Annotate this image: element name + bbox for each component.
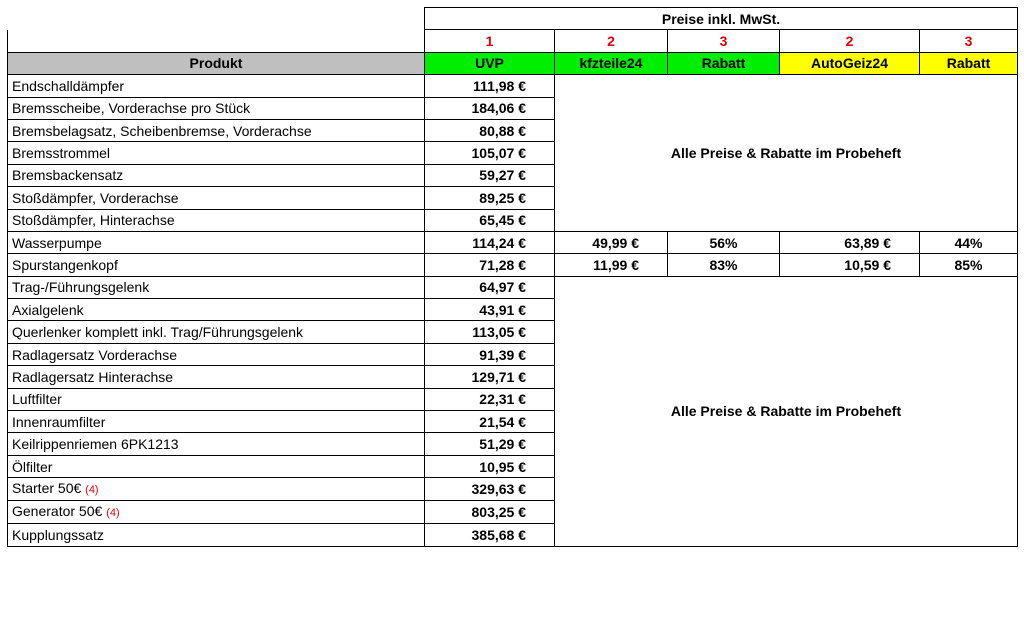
- uvp-price: 113,05 €: [425, 321, 555, 343]
- uvp-price: 10,95 €: [425, 455, 555, 477]
- uvp-price: 105,07 €: [425, 142, 555, 164]
- product-name: Bremsstrommel: [8, 142, 425, 164]
- ref-number-rabatt1: 3: [668, 30, 780, 52]
- product-name: Axialgelenk: [8, 299, 425, 321]
- ref-number-kfzteile: 2: [555, 30, 668, 52]
- merged-note-bottom: Alle Preise & Rabatte im Probeheft: [555, 276, 1018, 546]
- product-name: Innenraumfilter: [8, 411, 425, 433]
- col-header-rabatt-2: Rabatt: [920, 52, 1018, 74]
- uvp-price: 21,54 €: [425, 411, 555, 433]
- ref-number-uvp: 1: [425, 30, 555, 52]
- product-name: Bremsbelagsatz, Scheibenbremse, Vorderachse: [8, 119, 425, 141]
- product-name: Spurstangenkopf: [8, 254, 425, 276]
- product-cell: [8, 501, 425, 524]
- product-name: Radlagersatz Vorderachse: [8, 343, 425, 365]
- table-row: [8, 276, 1018, 298]
- price-table: [7, 7, 1018, 547]
- product-name: Luftfilter: [8, 388, 425, 410]
- product-name: Stoßdämpfer, Hinterachse: [8, 209, 425, 231]
- number-row-spacer: [8, 30, 425, 52]
- product-name: Generator 50€: [12, 503, 103, 520]
- product-name: Bremsscheibe, Vorderachse pro Stück: [8, 97, 425, 119]
- product-name: Ölfilter: [8, 455, 425, 477]
- col-header-rabatt-1: Rabatt: [668, 52, 780, 74]
- product-name: Trag-/Führungsgelenk: [8, 276, 425, 298]
- uvp-price: 129,71 €: [425, 366, 555, 388]
- ref-number-rabatt2: 3: [920, 30, 1018, 52]
- prices-header-title: Preise inkl. MwSt.: [425, 8, 1018, 30]
- uvp-price: 111,98 €: [425, 75, 555, 97]
- uvp-price: 43,91 €: [425, 299, 555, 321]
- title-row: [8, 8, 1018, 30]
- uvp-price: 89,25 €: [425, 187, 555, 209]
- col-header-produkt: Produkt: [8, 52, 425, 74]
- table-row: [8, 75, 1018, 97]
- product-name: Endschalldämpfer: [8, 75, 425, 97]
- kfzteile24-price: 49,99 €: [555, 231, 668, 253]
- autogeiz24-price: 63,89 €: [780, 231, 920, 253]
- uvp-price: 64,97 €: [425, 276, 555, 298]
- column-header-row: [8, 52, 1018, 74]
- table-row: [8, 231, 1018, 253]
- footnote-marker: (4): [106, 507, 120, 520]
- uvp-price: 329,63 €: [425, 478, 555, 501]
- col-header-uvp: UVP: [425, 52, 555, 74]
- product-cell: [8, 478, 425, 501]
- uvp-price: 385,68 €: [425, 524, 555, 546]
- uvp-price: 22,31 €: [425, 388, 555, 410]
- footnote-marker: (4): [85, 484, 99, 497]
- product-name: Radlagersatz Hinterachse: [8, 366, 425, 388]
- ref-number-autogeiz: 2: [780, 30, 920, 52]
- uvp-price: 51,29 €: [425, 433, 555, 455]
- product-name: Kupplungssatz: [8, 524, 425, 546]
- kfzteile24-rabatt: 83%: [668, 254, 780, 276]
- uvp-price: 59,27 €: [425, 164, 555, 186]
- title-row-spacer: [8, 8, 425, 30]
- kfzteile24-price: 11,99 €: [555, 254, 668, 276]
- uvp-price: 65,45 €: [425, 209, 555, 231]
- product-name: Keilrippenriemen 6PK1213: [8, 433, 425, 455]
- autogeiz24-rabatt: 85%: [920, 254, 1018, 276]
- uvp-price: 71,28 €: [425, 254, 555, 276]
- autogeiz24-price: 10,59 €: [780, 254, 920, 276]
- uvp-price: 91,39 €: [425, 343, 555, 365]
- uvp-price: 80,88 €: [425, 119, 555, 141]
- product-name: Bremsbackensatz: [8, 164, 425, 186]
- product-name: Querlenker komplett inkl. Trag/Führungsgelenk: [8, 321, 425, 343]
- product-name: Starter 50€: [12, 480, 82, 497]
- merged-note-top: Alle Preise & Rabatte im Probeheft: [555, 75, 1018, 232]
- product-name: Stoßdämpfer, Vorderachse: [8, 187, 425, 209]
- number-row: [8, 30, 1018, 52]
- table-row: [8, 254, 1018, 276]
- col-header-kfzteile24: kfzteile24: [555, 52, 668, 74]
- kfzteile24-rabatt: 56%: [668, 231, 780, 253]
- col-header-autogeiz24: AutoGeiz24: [780, 52, 920, 74]
- autogeiz24-rabatt: 44%: [920, 231, 1018, 253]
- uvp-price: 184,06 €: [425, 97, 555, 119]
- uvp-price: 114,24 €: [425, 231, 555, 253]
- uvp-price: 803,25 €: [425, 501, 555, 524]
- product-name: Wasserpumpe: [8, 231, 425, 253]
